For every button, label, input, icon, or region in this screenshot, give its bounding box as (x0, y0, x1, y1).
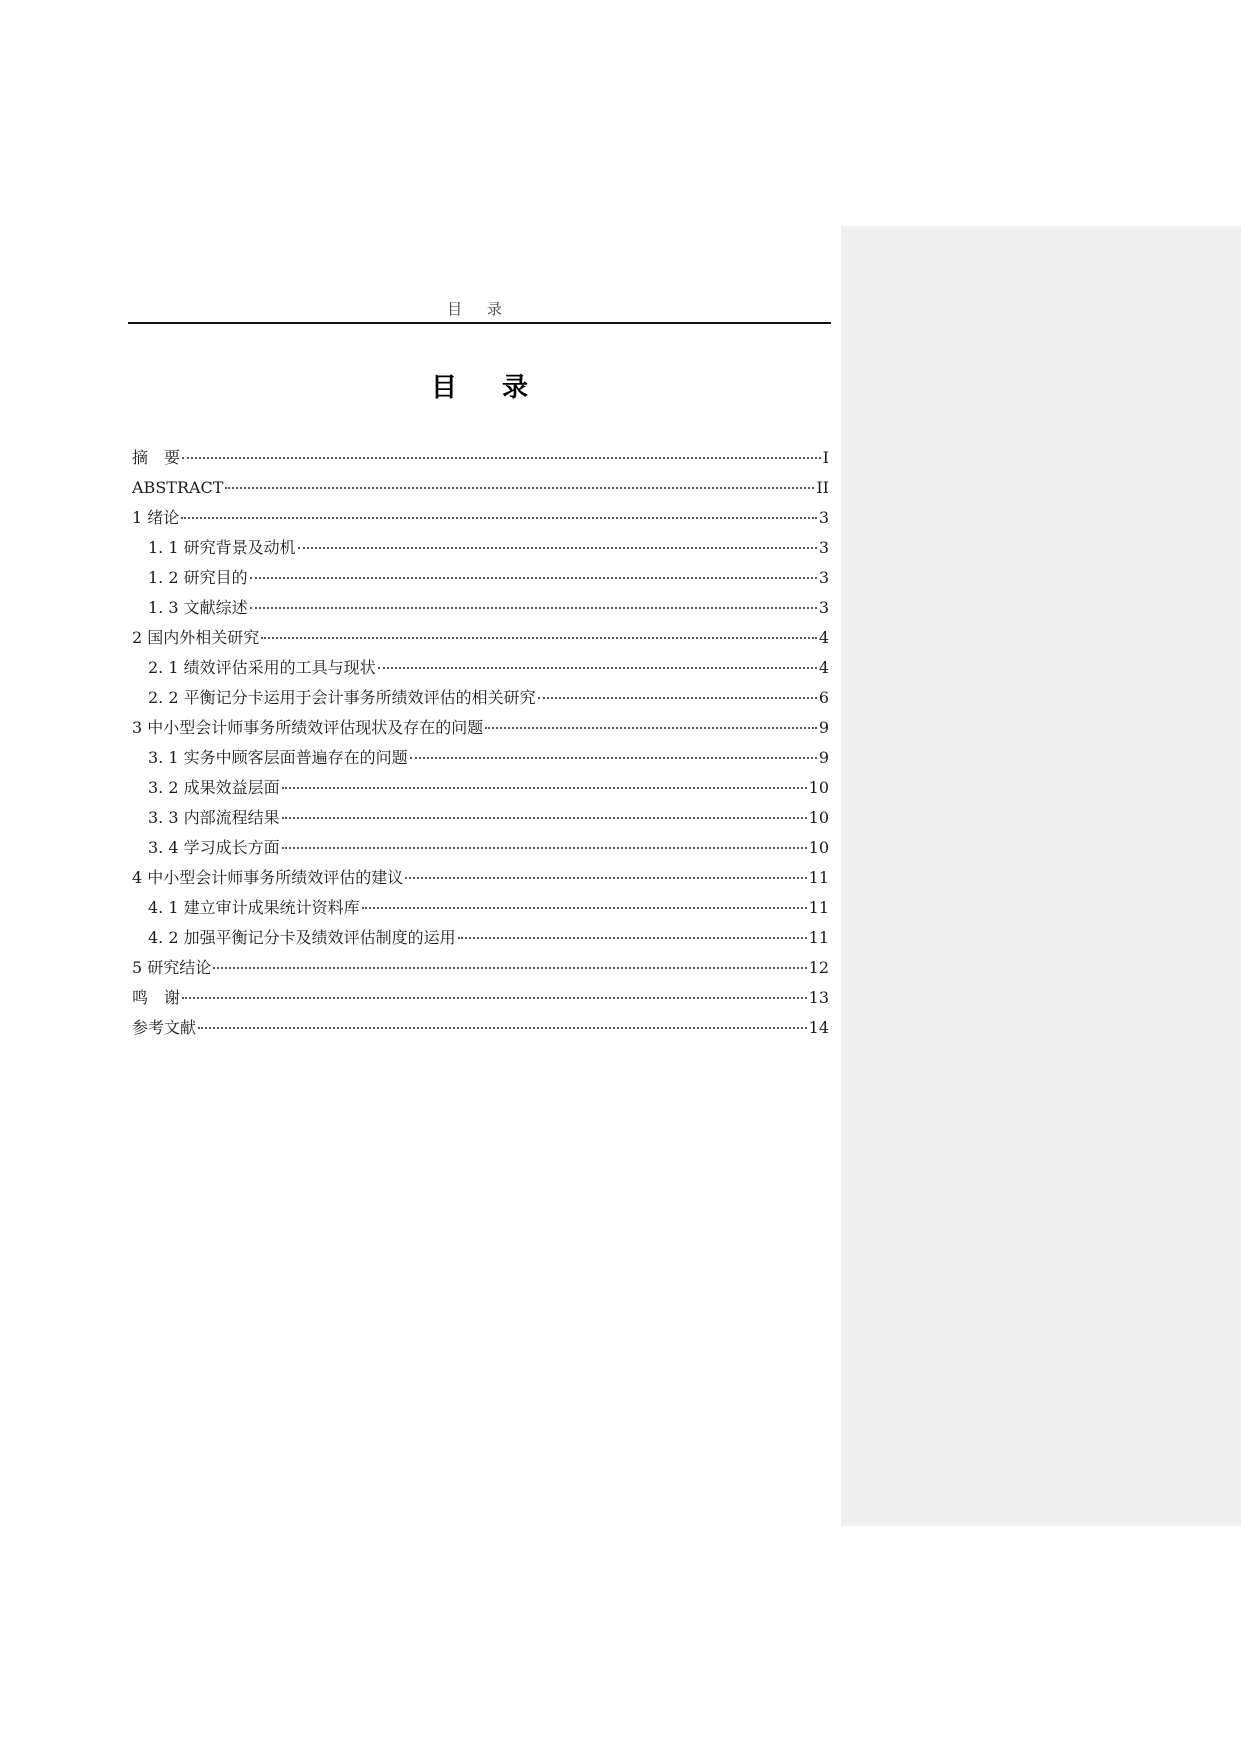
toc-entry[interactable] (132, 503, 829, 533)
toc-entry-label: 4. 2 加强平衡记分卡及绩效评估制度的运用 (148, 928, 456, 947)
toc-entry[interactable] (132, 803, 829, 833)
toc-entry-label: 2 国内外相关研究 (132, 628, 260, 647)
toc-dot-leader (182, 456, 821, 459)
toc-entry-label: ABSTRACT (132, 478, 224, 497)
toc-entry[interactable] (132, 863, 829, 893)
toc-entry[interactable] (132, 473, 829, 503)
toc-dot-leader (458, 936, 807, 939)
toc-entry-page: 14 (808, 1018, 829, 1037)
toc-dot-leader (250, 576, 817, 579)
toc-entry-page: 10 (808, 808, 829, 827)
toc-entry-label: 1. 1 研究背景及动机 (148, 538, 296, 557)
toc-entry[interactable] (132, 653, 829, 683)
toc-entry-label: 4. 1 建立审计成果统计资料库 (148, 898, 360, 917)
toc-entry-label: 3. 3 内部流程结果 (148, 808, 280, 827)
toc-dot-leader (282, 846, 807, 849)
toc-dot-leader (282, 786, 807, 789)
toc-dot-leader (181, 516, 817, 519)
toc-title: 目 录 (430, 373, 547, 403)
toc-entry-label: 1. 3 文献综述 (148, 598, 248, 617)
toc-dot-leader (362, 906, 807, 909)
toc-dot-leader (198, 1026, 807, 1029)
toc-entry[interactable] (132, 593, 829, 623)
toc-entry-label: 3. 1 实务中顾客层面普遍存在的问题 (148, 748, 408, 767)
toc-entry[interactable] (132, 563, 829, 593)
toc-entry-label: 1. 2 研究目的 (148, 568, 248, 587)
toc-entry[interactable] (132, 683, 829, 713)
toc-entry[interactable] (132, 923, 829, 953)
toc-entry-label: 2. 1 绩效评估采用的工具与现状 (148, 658, 376, 677)
table-of-contents (132, 443, 829, 1043)
toc-entry[interactable] (132, 983, 829, 1013)
toc-entry-page: 6 (818, 688, 829, 707)
toc-entry[interactable] (132, 833, 829, 863)
toc-entry-label: 2. 2 平衡记分卡运用于会计事务所绩效评估的相关研究 (148, 688, 536, 707)
toc-entry-label: 3. 4 学习成长方面 (148, 838, 280, 857)
toc-dot-leader (261, 636, 817, 639)
toc-entry[interactable] (132, 623, 829, 653)
toc-entry-page: 9 (818, 748, 829, 767)
toc-entry-label: 参考文献 (132, 1018, 197, 1037)
toc-entry-label: 3 中小型会计师事务所绩效评估现状及存在的问题 (132, 718, 484, 737)
toc-entry[interactable] (132, 953, 829, 983)
toc-entry[interactable] (132, 743, 829, 773)
toc-entry-page: 3 (818, 538, 829, 557)
toc-entry-label: 鸣 谢 (132, 988, 181, 1007)
toc-entry-page: 3 (818, 508, 829, 527)
toc-entry[interactable] (132, 893, 829, 923)
toc-entry-page: 10 (808, 778, 829, 797)
toc-entry[interactable] (132, 773, 829, 803)
toc-entry-page: II (816, 478, 829, 497)
toc-dot-leader (225, 486, 814, 489)
toc-dot-leader (250, 606, 817, 609)
toc-dot-leader (298, 546, 817, 549)
toc-entry-label: 3. 2 成果效益层面 (148, 778, 280, 797)
toc-dot-leader (182, 996, 807, 999)
toc-entry-page: 10 (808, 838, 829, 857)
toc-dot-leader (410, 756, 817, 759)
toc-entry[interactable] (132, 1013, 829, 1043)
running-header: 目 录 (128, 296, 831, 324)
toc-entry-page: 11 (808, 898, 829, 917)
toc-entry-label: 5 研究结论 (132, 958, 212, 977)
toc-entry[interactable] (132, 713, 829, 743)
toc-entry[interactable] (132, 443, 829, 473)
toc-entry-page: 4 (818, 628, 829, 647)
toc-entry-page: I (822, 448, 829, 467)
toc-dot-leader (405, 876, 806, 879)
toc-entry-page: 11 (808, 928, 829, 947)
toc-entry-page: 4 (818, 658, 829, 677)
toc-entry-label: 摘 要 (132, 448, 181, 467)
toc-dot-leader (213, 966, 806, 969)
toc-dot-leader (282, 816, 807, 819)
toc-entry-label: 1 绪论 (132, 508, 180, 527)
toc-dot-leader (538, 696, 817, 699)
toc-dot-leader (378, 666, 817, 669)
toc-entry-page: 12 (808, 958, 829, 977)
toc-entry-page: 3 (818, 598, 829, 617)
toc-entry-page: 11 (808, 868, 829, 887)
toc-dot-leader (485, 726, 817, 729)
toc-entry[interactable] (132, 533, 829, 563)
toc-entry-page: 9 (818, 718, 829, 737)
comment-pane (841, 226, 1241, 1526)
toc-entry-page: 13 (808, 988, 829, 1007)
toc-entry-label: 4 中小型会计师事务所绩效评估的建议 (132, 868, 404, 887)
toc-entry-page: 3 (818, 568, 829, 587)
